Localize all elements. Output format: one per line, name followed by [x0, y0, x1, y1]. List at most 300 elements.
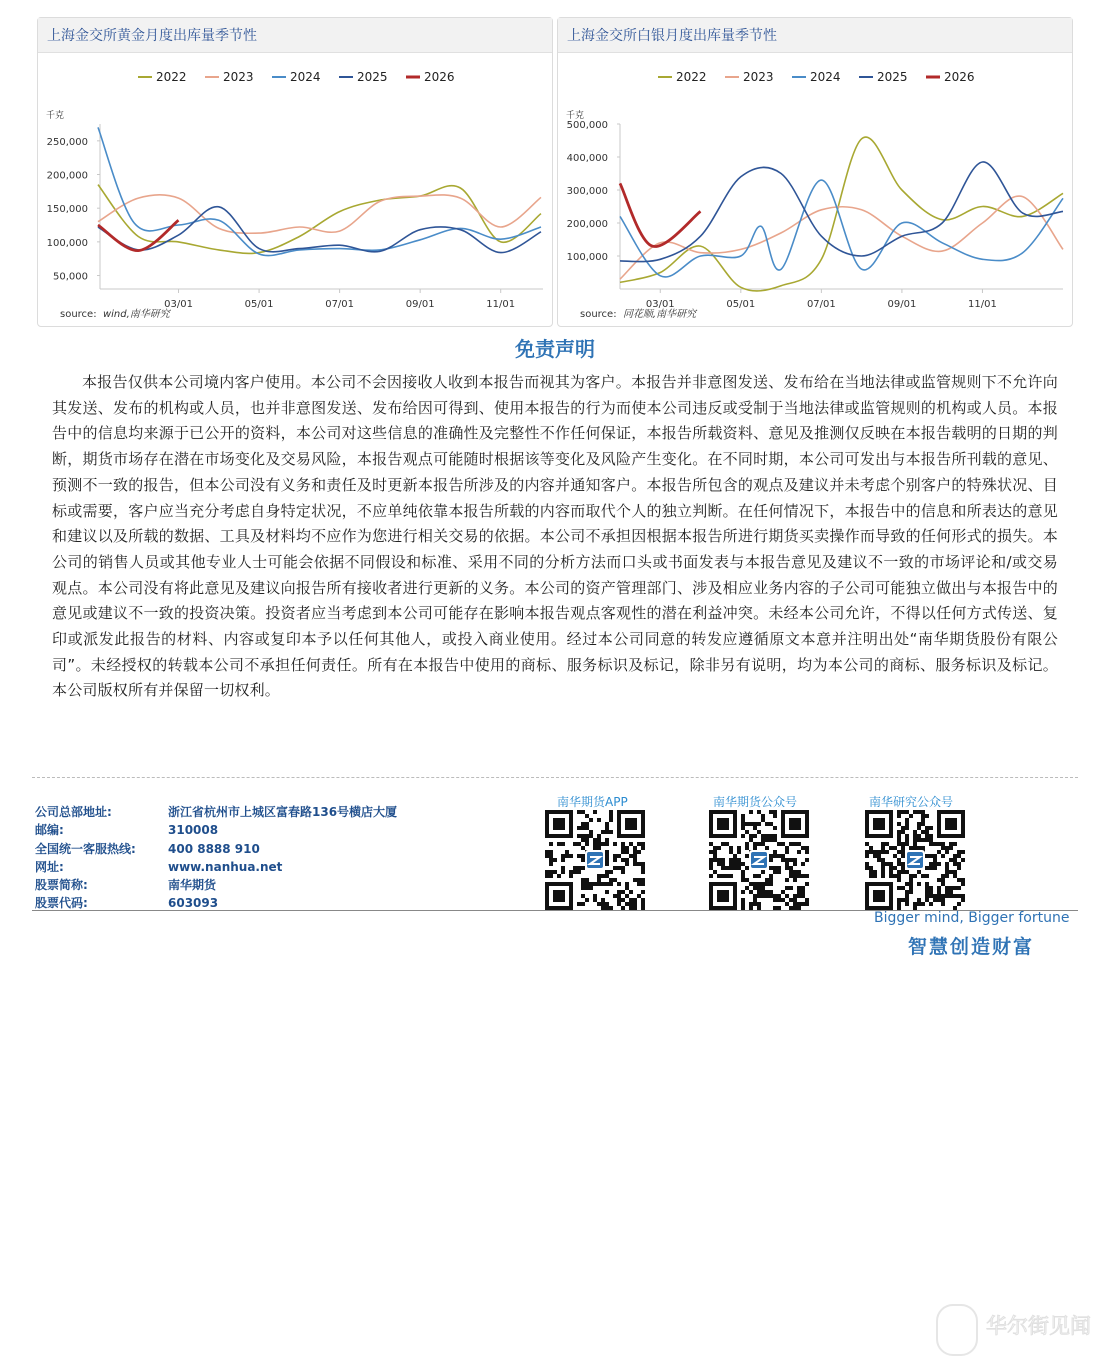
qr-module	[873, 850, 877, 854]
qr-module	[785, 878, 789, 882]
qr-module	[929, 866, 933, 870]
qr-module	[961, 850, 965, 854]
qr-module	[557, 842, 561, 846]
qr-module	[633, 846, 637, 850]
qr-module	[605, 842, 609, 846]
qr-module	[553, 858, 557, 862]
qr-finder-core	[945, 818, 957, 830]
qr-module	[777, 898, 781, 902]
qr-module	[897, 858, 901, 862]
qr-module	[933, 898, 937, 902]
qr-module	[921, 902, 925, 906]
qr-module	[925, 854, 929, 858]
qr-module	[941, 902, 945, 906]
qr-module	[633, 898, 637, 902]
qr-module	[605, 890, 609, 894]
qr-module	[581, 810, 585, 814]
qr-module	[605, 858, 609, 862]
qr-module	[545, 850, 549, 854]
y-axis-unit: 千克	[566, 111, 585, 121]
y-tick-label: 400,000	[566, 153, 608, 164]
qr-module	[909, 890, 913, 894]
qr-module	[789, 858, 793, 862]
qr-module	[561, 854, 565, 858]
qr-module	[741, 870, 745, 874]
qr-module	[713, 846, 717, 850]
qr-module	[601, 842, 605, 846]
qr-module	[929, 854, 933, 858]
qr-module	[581, 826, 585, 830]
qr-module	[897, 862, 901, 866]
qr-module	[745, 878, 749, 882]
qr-module	[917, 826, 921, 830]
qr-module	[637, 862, 641, 866]
info-row-stock-code: 股票代码: 603093	[35, 896, 219, 911]
qr-module	[737, 846, 741, 850]
qr-module	[617, 854, 621, 858]
qr-module	[737, 850, 741, 854]
qr-module	[625, 862, 629, 866]
qr-module	[629, 842, 633, 846]
qr-module	[889, 870, 893, 874]
qr-module	[593, 838, 597, 842]
qr-module	[865, 866, 869, 870]
qr-module	[625, 846, 629, 850]
qr-module	[617, 890, 621, 894]
qr-module	[913, 810, 917, 814]
qr-finder-core	[873, 818, 885, 830]
qr-module	[729, 866, 733, 870]
qr-module	[937, 886, 941, 890]
qr-module	[617, 866, 621, 870]
qr-module	[749, 906, 753, 910]
qr-module	[945, 870, 949, 874]
qr-module	[877, 858, 881, 862]
qr-module	[741, 862, 745, 866]
info-row-hotline: 全国统一客服热线: 400 8888 910	[35, 841, 260, 856]
qr-module	[953, 842, 957, 846]
qr-module	[709, 850, 713, 854]
qr-module	[945, 874, 949, 878]
qr-module	[753, 846, 757, 850]
qr-module	[793, 898, 797, 902]
qr-module	[641, 846, 645, 850]
qr-module	[889, 874, 893, 878]
qr-module	[929, 838, 933, 842]
qr-module	[925, 886, 929, 890]
qr-module	[609, 814, 613, 818]
qr-module	[597, 842, 601, 846]
qr-module	[597, 846, 601, 850]
y-tick-label: 50,000	[53, 271, 88, 283]
qr-module	[785, 850, 789, 854]
qr-module	[929, 862, 933, 866]
qr-module	[565, 850, 569, 854]
qr-module	[957, 894, 961, 898]
qr-module	[629, 890, 633, 894]
y-tick-label: 100,000	[46, 237, 88, 249]
qr-module	[625, 850, 629, 854]
qr-module	[901, 866, 905, 870]
qr-module	[633, 862, 637, 866]
qr-module	[925, 890, 929, 894]
qr-module	[557, 874, 561, 878]
qr-module	[629, 898, 633, 902]
qr-module	[745, 822, 749, 826]
qr-module	[597, 874, 601, 878]
qr-module	[877, 854, 881, 858]
qr-finder-core	[717, 890, 729, 902]
qr-module	[757, 894, 761, 898]
qr-module	[757, 822, 761, 826]
qr-module	[745, 886, 749, 890]
qr-module	[577, 870, 581, 874]
qr-module	[933, 894, 937, 898]
qr-module	[577, 834, 581, 838]
qr-module	[597, 902, 601, 906]
info-row-zip: 邮编: 310008	[35, 823, 219, 838]
qr-module	[897, 902, 901, 906]
qr-module	[781, 854, 785, 858]
x-tick-label: 05/01	[726, 299, 756, 310]
qr-module	[601, 830, 605, 834]
qr-module	[761, 842, 765, 846]
qr-module	[865, 842, 869, 846]
qr-module	[637, 882, 641, 886]
qr-module	[953, 858, 957, 862]
qr-module	[785, 894, 789, 898]
qr-module	[917, 902, 921, 906]
qr-module	[957, 878, 961, 882]
qr-module	[641, 882, 645, 886]
qr-module	[721, 842, 725, 846]
gold-chart	[38, 52, 552, 310]
y-tick-label: 300,000	[566, 186, 608, 197]
series-line-2024	[98, 127, 541, 255]
qr-module	[777, 854, 781, 858]
qr-module	[801, 890, 805, 894]
qr-module	[909, 814, 913, 818]
qr-module	[709, 842, 713, 846]
qr-module	[921, 846, 925, 850]
qr-module	[953, 854, 957, 858]
qr-module	[741, 814, 745, 818]
qr-module	[581, 886, 585, 890]
info-row-address: 公司总部地址: 浙江省杭州市上城区富春路136号横店大厦	[35, 805, 398, 819]
qr-module	[773, 826, 777, 830]
qr-module	[717, 874, 721, 878]
series-line-2025	[620, 162, 1063, 262]
qr-module	[905, 882, 909, 886]
qr-module	[621, 890, 625, 894]
qr-module	[797, 850, 801, 854]
qr-module	[561, 858, 565, 862]
qr-module	[957, 866, 961, 870]
qr-module	[913, 846, 917, 850]
qr-module	[713, 858, 717, 862]
qr-module	[793, 870, 797, 874]
qr-module	[909, 882, 913, 886]
gold-chart-panel	[37, 17, 553, 327]
qr-module	[773, 810, 777, 814]
qr-module	[897, 842, 901, 846]
qr-module	[749, 834, 753, 838]
qr-module	[789, 866, 793, 870]
qr-module	[585, 878, 589, 882]
qr-module	[577, 866, 581, 870]
qr-module	[753, 874, 757, 878]
qr-module	[921, 810, 925, 814]
qr-module	[881, 858, 885, 862]
qr-module	[769, 858, 773, 862]
qr-module	[581, 838, 585, 842]
qr-module	[573, 842, 577, 846]
y-tick-label: 200,000	[566, 219, 608, 230]
qr-module	[881, 862, 885, 866]
qr-module	[729, 858, 733, 862]
qr-module	[581, 902, 585, 906]
qr-module	[769, 874, 773, 878]
x-tick-label: 05/01	[244, 299, 274, 310]
qr-module	[913, 830, 917, 834]
qr-module	[549, 842, 553, 846]
qr-module	[593, 846, 597, 850]
qr-module	[629, 854, 633, 858]
qr-module	[569, 870, 573, 874]
qr-module	[717, 846, 721, 850]
qr-module	[757, 810, 761, 814]
qr-module	[893, 874, 897, 878]
qr-module	[765, 838, 769, 842]
qr-module	[773, 854, 777, 858]
qr-module	[641, 890, 645, 894]
qr-module	[921, 818, 925, 822]
qr-module	[901, 898, 905, 902]
qr-module	[901, 854, 905, 858]
qr-module	[805, 850, 809, 854]
qr-module	[925, 866, 929, 870]
qr-module	[633, 878, 637, 882]
qr-module	[801, 846, 805, 850]
qr-module	[621, 842, 625, 846]
qr-module	[805, 902, 809, 906]
qr-module	[765, 834, 769, 838]
qr-module	[589, 882, 593, 886]
series-line-2023	[620, 196, 1063, 279]
qr-module	[953, 862, 957, 866]
qr-module	[801, 874, 805, 878]
qr-module	[789, 870, 793, 874]
footer-divider	[32, 777, 1078, 778]
qr-module	[757, 902, 761, 906]
qr-module	[765, 822, 769, 826]
qr-module	[721, 874, 725, 878]
qr-module	[725, 866, 729, 870]
qr-module	[793, 858, 797, 862]
qr-module	[757, 842, 761, 846]
qr-module	[709, 874, 713, 878]
qr-module	[897, 834, 901, 838]
info-row-website: 网址: www.nanhua.net	[35, 859, 283, 874]
qr-module	[641, 906, 645, 910]
qr-module	[789, 906, 793, 910]
qr-module	[593, 894, 597, 898]
qr-module	[777, 866, 781, 870]
qr-module	[781, 842, 785, 846]
qr-module	[945, 846, 949, 850]
qr-module	[917, 838, 921, 842]
qr-module	[945, 866, 949, 870]
qr-module	[913, 838, 917, 842]
qr-module	[549, 862, 553, 866]
qr-module	[801, 862, 805, 866]
legend-label: 2022	[156, 70, 187, 84]
qr-module	[909, 886, 913, 890]
qr-module	[633, 854, 637, 858]
qr-module	[933, 842, 937, 846]
qr-module	[765, 846, 769, 850]
qr-module	[605, 882, 609, 886]
qr-module	[641, 898, 645, 902]
qr-module	[761, 882, 765, 886]
qr-module	[769, 822, 773, 826]
qr-module	[765, 882, 769, 886]
qr-module	[793, 862, 797, 866]
qr-module	[753, 822, 757, 826]
qr-module	[745, 842, 749, 846]
qr-module	[877, 850, 881, 854]
qr-module	[713, 870, 717, 874]
qr-module	[869, 866, 873, 870]
qr-module	[781, 890, 785, 894]
qr-module	[577, 842, 581, 846]
qr-module	[781, 858, 785, 862]
silver-chart-title: 上海金交所白银月度出库量季节性	[558, 18, 1072, 53]
qr-module	[781, 898, 785, 902]
qr-module	[961, 898, 965, 902]
qr-module	[749, 890, 753, 894]
qr-module	[609, 818, 613, 822]
qr-module	[713, 854, 717, 858]
qr-module	[925, 882, 929, 886]
y-tick-label: 200,000	[46, 170, 88, 182]
qr-module	[921, 874, 925, 878]
qr-module	[585, 838, 589, 842]
qr-module	[773, 906, 777, 910]
qr-module	[909, 874, 913, 878]
qr-module	[953, 874, 957, 878]
qr-module	[897, 870, 901, 874]
qr-module	[601, 898, 605, 902]
qr-module	[577, 810, 581, 814]
qr-module	[585, 886, 589, 890]
qr-module	[925, 894, 929, 898]
qr-module	[753, 826, 757, 830]
qr-module	[761, 890, 765, 894]
qr-module	[925, 830, 929, 834]
qr-module	[761, 834, 765, 838]
legend-label: 2023	[743, 70, 774, 84]
qr-module	[769, 838, 773, 842]
qr-module	[641, 902, 645, 906]
qr-module	[761, 818, 765, 822]
qr-module	[589, 830, 593, 834]
qr-module	[773, 870, 777, 874]
qr-module	[721, 866, 725, 870]
qr-module	[565, 854, 569, 858]
qr-module	[613, 858, 617, 862]
qr-module	[885, 850, 889, 854]
qr-module	[865, 854, 869, 858]
qr-module	[769, 854, 773, 858]
qr-module	[729, 846, 733, 850]
qr-module	[769, 810, 773, 814]
qr-module	[613, 842, 617, 846]
qr-module	[905, 902, 909, 906]
qr-module	[761, 886, 765, 890]
qr-module	[581, 882, 585, 886]
qr-module	[597, 834, 601, 838]
qr-module	[917, 810, 921, 814]
qr-module	[757, 886, 761, 890]
qr-module	[601, 906, 605, 910]
x-tick-label: 09/01	[405, 299, 435, 310]
qr-module	[717, 858, 721, 862]
qr-module	[633, 850, 637, 854]
legend-label: 2023	[223, 70, 254, 84]
qr-module	[801, 886, 805, 890]
qr-module	[597, 838, 601, 842]
qr-module	[765, 878, 769, 882]
qr-module	[597, 818, 601, 822]
qr-module	[613, 894, 617, 898]
qr-module	[893, 846, 897, 850]
qr-module	[605, 874, 609, 878]
qr-module	[893, 854, 897, 858]
qr-module	[869, 874, 873, 878]
qr-module	[569, 874, 573, 878]
qr-module	[605, 822, 609, 826]
qr-module	[773, 838, 777, 842]
qr-module	[937, 890, 941, 894]
qr-module	[797, 874, 801, 878]
x-tick-label: 11/01	[968, 299, 997, 310]
qr-module	[609, 870, 613, 874]
qr-module	[793, 906, 797, 910]
qr-module	[897, 850, 901, 854]
qr-module	[789, 886, 793, 890]
qr-module	[757, 830, 761, 834]
silver-chart-source: source: 同花顺,南华研究	[580, 309, 697, 320]
qr-module	[549, 874, 553, 878]
x-tick-label: 03/01	[164, 299, 193, 310]
qr-module	[757, 890, 761, 894]
qr-module	[873, 874, 877, 878]
legend-label: 2022	[676, 70, 707, 84]
qr-module	[625, 902, 629, 906]
qr-module	[929, 886, 933, 890]
qr-module	[945, 850, 949, 854]
qr-module	[897, 838, 901, 842]
qr-module	[797, 894, 801, 898]
qr-module	[869, 870, 873, 874]
qr-module	[777, 870, 781, 874]
qr-module	[925, 826, 929, 830]
qr-module	[573, 866, 577, 870]
qr-module	[625, 886, 629, 890]
qr-module	[885, 862, 889, 866]
qr-module	[733, 866, 737, 870]
